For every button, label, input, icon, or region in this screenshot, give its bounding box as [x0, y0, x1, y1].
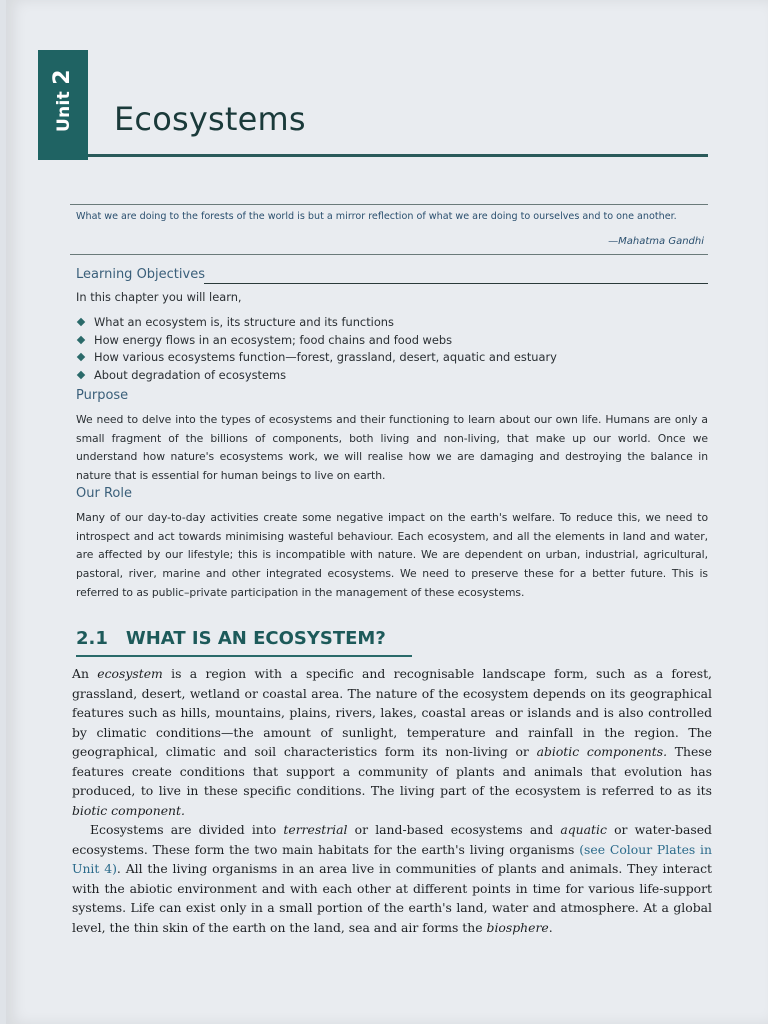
list-item: [76, 348, 557, 366]
section-number: 2.1: [76, 628, 108, 649]
text-run: Ecosystems are divided into: [90, 822, 284, 837]
unit-label: [50, 69, 75, 132]
emphasis-term: ecosystem: [97, 666, 163, 681]
unit-word: Unit: [54, 90, 74, 132]
text-run: . All the living organisms in an area live in communities of plants and animals. They interact with the abiotic environment and with each other at different points in time for various life-support systems. Life can exist only in a small portion of the earth's land, water and atmosphere. At a global level, the thin skin of the earth on the land, sea and air forms the: [72, 861, 712, 935]
colour-plates-link[interactable]: (see Colour Plates in Unit 4): [72, 841, 712, 876]
text-run: An: [72, 666, 98, 681]
textbook-page: [6, 0, 768, 1024]
text-run: or water-based ecosystems. These form the two main habitats for the earth's living organisms: [72, 822, 712, 857]
list-item: [76, 313, 557, 331]
text-run: is a region with a specific and recognisable landscape form, such as a forest, grassland, desert, wetland or coastal area. The nature of the ecosystem depends on its geographical features such as hills, mountains, plains, rivers, lakes, coastal areas or islands and is also controlled by climatic conditions—the amount of sunlight, temperature and rainfall in the region. The geographical, climatic and soil characteristics form its non-living or: [72, 666, 712, 759]
list-item: [76, 331, 557, 349]
section-underline: [76, 655, 412, 657]
text-run: These features create conditions that support a community of plants and animals that evolution has produced, to live in these specific conditions. The living part of the ecosystem is referred to as its: [72, 744, 712, 798]
list-item-text: About degradation of ecosystems: [94, 367, 287, 382]
text-run: or land-based ecosystems and: [347, 822, 561, 837]
emphasis-term: aquatic: [560, 822, 607, 837]
section-heading: [76, 628, 386, 649]
learning-objectives-rule: [204, 283, 708, 284]
section-paragraph-1: [72, 664, 712, 820]
learning-objectives-intro: In this chapter you will learn,: [76, 290, 242, 304]
title-underline: [88, 154, 708, 157]
learning-objectives-heading: Learning Objectives: [76, 267, 205, 282]
chapter-title: Ecosystems: [114, 100, 306, 138]
emphasis-term: terrestrial: [283, 822, 348, 837]
section-title: WHAT IS AN ECOSYSTEM?: [125, 628, 386, 649]
list-item-text: What an ecosystem is, its structure and its functions: [94, 315, 394, 329]
list-item: [76, 366, 557, 384]
section-paragraph-2: [72, 820, 712, 937]
diamond-bullet-icon: [77, 335, 85, 343]
list-item-text: How energy flows in an ecosystem; food chains and food webs: [94, 332, 453, 347]
emphasis-term: abiotic components.: [536, 744, 668, 759]
diamond-bullet-icon: [77, 370, 85, 378]
our-role-text: Many of our day-to-day activities create some negative impact on the earth's welfare. To reduce this, we need to introspect and act towards minimising wasteful behaviour. Each ecosystem, and all the elements in land and water, are affected by our lifestyle; this is incompatible with nature. We are dependent on urban, industrial, agricultural, pastoral, river, marine and other integrated ecosystems. We need to preserve these for a better future. This is referred to as public–private participation in the management of these ecosystems.: [76, 511, 708, 599]
diamond-bullet-icon: [77, 318, 85, 326]
text-run: .: [548, 919, 553, 935]
list-item-text: How various ecosystems function—forest, grassland, desert, aquatic and estuary: [94, 350, 557, 364]
learning-objectives-list: [76, 313, 557, 383]
diamond-bullet-icon: [77, 353, 85, 361]
purpose-text: We need to delve into the types of ecosystems and their functioning to learn about our own life. Humans are only a small fragment of the billions of components, both living and non-living, that make up our world. Once we understand how nature's ecosystems work, we will realise how we are damaging and destroying the balance in nature that is essential for human beings to live on earth.: [76, 413, 708, 483]
quote-rule-bottom: [70, 254, 708, 255]
unit-number: 2: [50, 69, 75, 85]
epigraph-quote: What we are doing to the forests of the world is but a mirror reflection of what we are doing to ourselves and to one another.: [76, 211, 677, 222]
quote-rule-top: [70, 204, 708, 205]
our-role-heading: Our Role: [76, 486, 132, 501]
epigraph-author: —Mahatma Gandhi: [608, 236, 704, 247]
emphasis-term: biosphere: [486, 919, 549, 935]
emphasis-term: biotic component.: [72, 802, 185, 818]
purpose-heading: Purpose: [76, 388, 129, 403]
